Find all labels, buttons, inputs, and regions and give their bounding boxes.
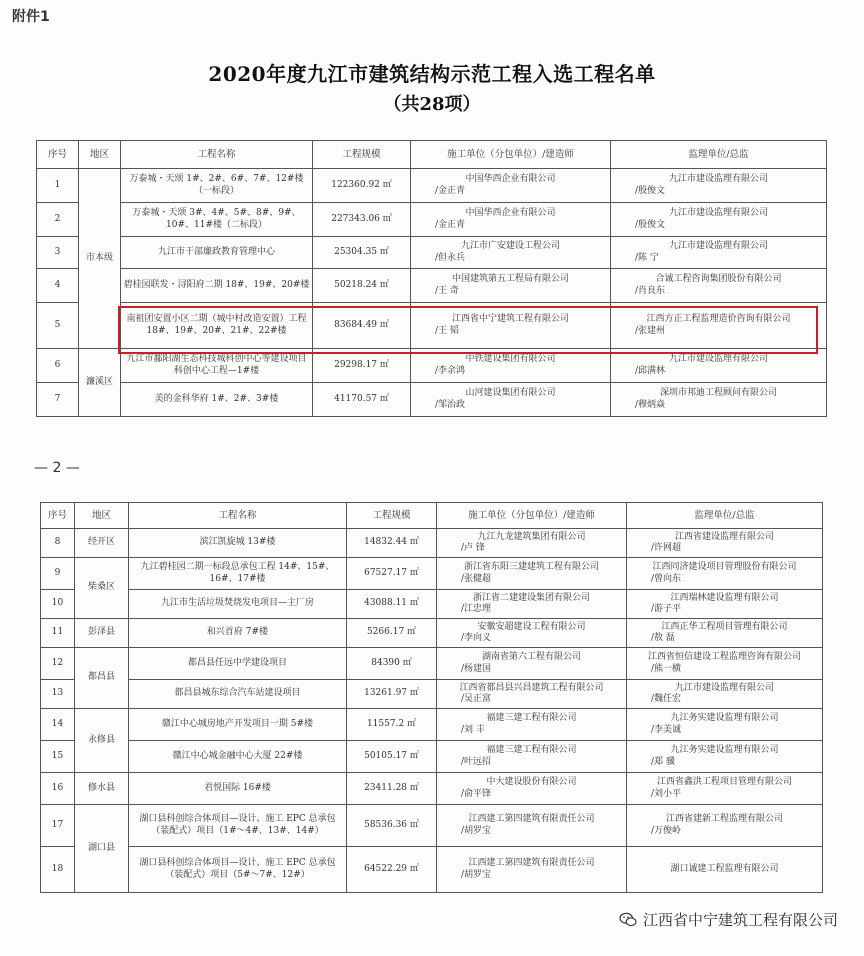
supervisor-company: 江西方正工程监理造价咨询有限公司 <box>646 314 791 325</box>
contractor-builder: /金正青 <box>435 219 466 230</box>
row-contractor <box>411 269 611 303</box>
row-project-name: 湖口县科创综合体项目—设计、施工 EPC 总承包（装配式）项目（1#～4#、13#、14#） <box>129 805 347 847</box>
row-no: 13 <box>41 680 75 709</box>
row-scale: 64522.29 ㎡ <box>347 847 437 893</box>
row-no: 12 <box>41 648 75 680</box>
header-scale: 工程规模 <box>347 503 437 529</box>
contractor-company: 浙江省二建建设集团有限公司 <box>472 592 590 603</box>
row-supervisor <box>627 680 823 709</box>
table-row <box>37 383 827 417</box>
supervisor-company: 深圳市邦迪工程顾问有限公司 <box>659 388 777 399</box>
header-no: 序号 <box>41 503 75 529</box>
row-region: 修水县 <box>75 773 129 805</box>
contractor-company: 九江九龙建筑集团有限公司 <box>477 531 586 542</box>
supervisor-director: /李美诚 <box>651 724 682 735</box>
row-contractor <box>411 237 611 269</box>
row-contractor <box>411 303 611 349</box>
row-contractor <box>437 805 627 847</box>
table-row <box>37 237 827 269</box>
row-contractor <box>437 648 627 680</box>
row-contractor <box>437 619 627 648</box>
supervisor-company: 江西省建设监理有限公司 <box>674 531 774 542</box>
table-row <box>37 269 827 303</box>
table-header-row <box>37 141 827 169</box>
row-contractor <box>411 383 611 417</box>
row-region: 濂溪区 <box>79 349 121 417</box>
row-no: 17 <box>41 805 75 847</box>
contractor-company: 中铁建设集团有限公司 <box>465 354 556 365</box>
row-contractor <box>411 349 611 383</box>
supervisor-company: 江西瑞林建设监理有限公司 <box>670 592 779 603</box>
contractor-builder: /李余鸿 <box>435 365 466 376</box>
header-scale: 工程规模 <box>313 141 411 169</box>
row-project-name: 赣江中心城金融中心大厦 22#楼 <box>129 741 347 773</box>
supervisor-director: /刘小平 <box>651 788 682 799</box>
row-supervisor <box>611 383 827 417</box>
supervisor-company: 合诚工程咨询集团股份有限公司 <box>655 274 782 285</box>
contractor-company: 江西建工第四建筑有限责任公司 <box>468 814 595 825</box>
supervisor-company: 九江市建设监理有限公司 <box>668 174 768 185</box>
row-contractor <box>437 741 627 773</box>
row-region: 湖口县 <box>75 805 129 893</box>
contractor-company: 浙江省东阳三建建筑工程有限公司 <box>463 562 599 573</box>
table-row <box>37 169 827 203</box>
header-name: 工程名称 <box>121 141 313 169</box>
supervisor-company: 江西省鑫洪工程项目管理有限公司 <box>656 777 792 788</box>
contractor-builder: /胡罗宝 <box>461 825 492 836</box>
contractor-builder: /叶远招 <box>461 756 492 767</box>
contractor-company: 中国华西企业有限公司 <box>465 174 556 185</box>
row-scale: 5266.17 ㎡ <box>347 619 437 648</box>
contractor-company: 江西建工第四建筑有限责任公司 <box>468 858 595 869</box>
contractor-company: 湖南省第六工程有限公司 <box>481 652 581 663</box>
row-no: 14 <box>41 709 75 741</box>
supervisor-director: /熊一横 <box>651 663 682 674</box>
row-region: 都昌县 <box>75 648 129 709</box>
contractor-company: 江西省中宁建筑工程有限公司 <box>451 314 569 325</box>
contractor-builder: /杨建国 <box>461 663 492 674</box>
contractor-builder: /吴正富 <box>461 694 492 704</box>
header-contractor: 施工单位（分包单位）/建造师 <box>437 503 627 529</box>
row-scale: 14832.44 ㎡ <box>347 529 437 558</box>
table-row <box>37 303 827 349</box>
supervisor-company: 九江务实建设监理有限公司 <box>670 713 779 724</box>
supervisor-company: 江西省恒信建设工程监理咨询有限公司 <box>647 652 801 663</box>
row-scale: 41170.57 ㎡ <box>313 383 411 417</box>
row-region: 彭泽县 <box>75 619 129 648</box>
attachment-label: 附件1 <box>12 9 50 25</box>
row-supervisor <box>627 741 823 773</box>
row-contractor <box>437 558 627 590</box>
row-contractor <box>437 529 627 558</box>
row-no: 7 <box>37 383 79 417</box>
supervisor-company: 九江务实建设监理有限公司 <box>670 745 779 756</box>
supervisor-director: /张建州 <box>635 325 666 336</box>
row-project-name: 九江市干部廉政教育管理中心 <box>121 237 313 269</box>
row-region: 市本级 <box>79 169 121 349</box>
contractor-company: 福建三建工程有限公司 <box>486 745 577 756</box>
contractor-builder: /王 奇 <box>435 285 459 296</box>
row-no: 15 <box>41 741 75 773</box>
row-no: 3 <box>37 237 79 269</box>
supervisor-company: 九江市建设监理有限公司 <box>674 682 774 693</box>
page-title: 2020年度九江市建筑结构示范工程入选工程名单 <box>208 62 656 86</box>
contractor-company: 中国建筑第五工程局有限公司 <box>451 274 569 285</box>
row-supervisor <box>627 619 823 648</box>
table-row <box>41 741 823 773</box>
row-contractor <box>437 680 627 709</box>
row-scale: 84390 ㎡ <box>347 648 437 680</box>
supervisor-director: /游子平 <box>651 604 682 614</box>
supervisor-director: /肖良东 <box>635 285 666 296</box>
contractor-builder: /张健超 <box>461 573 492 584</box>
row-project-name: 九江碧桂园二期一标段总承包工程 14#、15#、16#、17#楼 <box>129 558 347 590</box>
supervisor-company: 九江市建设监理有限公司 <box>668 208 768 219</box>
row-no: 5 <box>37 303 79 349</box>
row-no: 16 <box>41 773 75 805</box>
table-row <box>41 709 823 741</box>
row-project-name: 君悦国际 16#楼 <box>129 773 347 805</box>
contractor-builder: /李向义 <box>461 633 492 643</box>
supervisor-company: 江西省建新工程监理有限公司 <box>665 814 783 825</box>
header-region: 地区 <box>75 503 129 529</box>
header-contractor: 施工单位（分包单位）/建造师 <box>411 141 611 169</box>
row-supervisor <box>627 847 823 893</box>
header-region: 地区 <box>79 141 121 169</box>
contractor-builder: /王 韬 <box>435 325 459 336</box>
contractor-builder: /邹治政 <box>435 399 466 410</box>
row-no: 2 <box>37 203 79 237</box>
row-no: 18 <box>41 847 75 893</box>
supervisor-director: /陈 宁 <box>635 252 659 263</box>
row-project-name: 九江市生活垃圾焚烧发电项目—主厂房 <box>129 590 347 619</box>
row-scale: 67527.17 ㎡ <box>347 558 437 590</box>
contractor-company: 中大建设股份有限公司 <box>486 777 577 788</box>
row-scale: 50105.17 ㎡ <box>347 741 437 773</box>
contractor-company: 中国华西企业有限公司 <box>465 208 556 219</box>
row-scale: 58536.36 ㎡ <box>347 805 437 847</box>
contractor-company: 安徽安超建设工程有限公司 <box>477 621 586 632</box>
table-header-row <box>41 503 823 529</box>
contractor-builder: /胡罗宝 <box>461 869 492 880</box>
row-no: 1 <box>37 169 79 203</box>
row-scale: 83684.49 ㎡ <box>313 303 411 349</box>
row-contractor <box>437 773 627 805</box>
row-supervisor <box>627 558 823 590</box>
row-region: 永修县 <box>75 709 129 773</box>
supervisor-director: /邱满林 <box>635 365 666 376</box>
row-project-name: 都昌县任远中学建设项目 <box>129 648 347 680</box>
row-project-name: 万泰城・天颂 3#、4#、5#、8#、9#、10#、11#楼（二标段） <box>121 203 313 237</box>
contractor-company: 江西省都昌县兴昌建筑工程有限公司 <box>459 682 604 693</box>
table-row <box>37 203 827 237</box>
row-supervisor <box>611 349 827 383</box>
header-supervisor: 监理单位/总监 <box>611 141 827 169</box>
row-project-name: 和兴首府 7#楼 <box>129 619 347 648</box>
row-project-name: 碧桂园联发・浔阳府二期 18#、19#、20#楼 <box>121 269 313 303</box>
watermark <box>619 909 838 930</box>
supervisor-director: /许网超 <box>651 543 682 553</box>
supervisor-director: /万俊岭 <box>651 825 682 836</box>
supervisor-director: /魏任宏 <box>651 694 682 704</box>
supervisor-director: /敖 磊 <box>651 633 675 643</box>
header-no: 序号 <box>37 141 79 169</box>
page-number: — 2 — <box>34 460 80 476</box>
row-scale: 122360.92 ㎡ <box>313 169 411 203</box>
supervisor-company: 湖口诚建工程监理有限公司 <box>670 863 779 874</box>
table-row <box>41 805 823 847</box>
row-contractor <box>437 709 627 741</box>
row-supervisor <box>611 237 827 269</box>
row-project-name: 都昌县城东综合汽车站建设项目 <box>129 680 347 709</box>
row-no: 10 <box>41 590 75 619</box>
row-scale: 25304.35 ㎡ <box>313 237 411 269</box>
row-scale: 43088.11 ㎡ <box>347 590 437 619</box>
table-row <box>41 590 823 619</box>
row-no: 11 <box>41 619 75 648</box>
table-row <box>41 648 823 680</box>
row-scale: 11557.2 ㎡ <box>347 709 437 741</box>
supervisor-company: 江西同济建设项目管理股份有限公司 <box>652 562 797 573</box>
header-name: 工程名称 <box>129 503 347 529</box>
table-row <box>37 349 827 383</box>
table-row <box>41 619 823 648</box>
row-supervisor <box>627 709 823 741</box>
supervisor-director: /殷俊文 <box>635 185 666 196</box>
row-scale: 13261.97 ㎡ <box>347 680 437 709</box>
row-region: 柴桑区 <box>75 558 129 619</box>
row-contractor <box>411 169 611 203</box>
row-no: 4 <box>37 269 79 303</box>
contractor-builder: /但永兵 <box>435 252 466 263</box>
row-supervisor <box>611 303 827 349</box>
project-table-page1 <box>36 140 827 417</box>
wechat-icon <box>619 912 637 928</box>
row-contractor <box>437 590 627 619</box>
row-supervisor <box>627 805 823 847</box>
watermark-text: 江西省中宁建筑工程有限公司 <box>642 911 838 929</box>
table-row <box>41 680 823 709</box>
table-row <box>41 558 823 590</box>
contractor-company: 山河建设集团有限公司 <box>465 388 556 399</box>
contractor-builder: /金正青 <box>435 185 466 196</box>
row-project-name: 湖口县科创综合体项目—设计、施工 EPC 总承包（装配式）项目（5#～7#、12#） <box>129 847 347 893</box>
project-table-page2 <box>40 502 823 893</box>
row-project-name: 滨江凯旋城 13#楼 <box>129 529 347 558</box>
supervisor-director: /郑 骥 <box>651 756 675 767</box>
row-project-name: 赣江中心城房地产开发项目一期 5#楼 <box>129 709 347 741</box>
row-scale: 23411.28 ㎡ <box>347 773 437 805</box>
contractor-builder: /俞平锋 <box>461 788 492 799</box>
row-no: 8 <box>41 529 75 558</box>
row-no: 6 <box>37 349 79 383</box>
supervisor-company: 江西正华工程项目管理有限公司 <box>661 621 788 632</box>
row-supervisor <box>611 269 827 303</box>
page-subtitle: （共28项） <box>383 94 481 115</box>
row-supervisor <box>627 529 823 558</box>
row-contractor <box>411 203 611 237</box>
row-scale: 29298.17 ㎡ <box>313 349 411 383</box>
row-supervisor <box>627 648 823 680</box>
supervisor-director: /殷俊文 <box>635 219 666 230</box>
table-row <box>41 773 823 805</box>
contractor-company: 福建三建工程有限公司 <box>486 713 577 724</box>
row-contractor <box>437 847 627 893</box>
table-row <box>41 847 823 893</box>
row-project-name: 九江市鄱阳湖生态科技城科创中心等建设项目科创中心工程—1#楼 <box>121 349 313 383</box>
table-row <box>41 529 823 558</box>
row-scale: 50218.24 ㎡ <box>313 269 411 303</box>
row-supervisor <box>627 590 823 619</box>
supervisor-company: 九江市建设监理有限公司 <box>668 241 768 252</box>
row-project-name: 万泰城・天颂 1#、2#、6#、7#、12#楼（一标段） <box>121 169 313 203</box>
contractor-builder: /江忠理 <box>461 604 492 614</box>
contractor-company: 九江市广安建设工程公司 <box>460 241 560 252</box>
row-region: 经开区 <box>75 529 129 558</box>
row-supervisor <box>611 169 827 203</box>
row-scale: 227343.06 ㎡ <box>313 203 411 237</box>
row-supervisor <box>611 203 827 237</box>
row-project-name: 南祖团安置小区二期（城中村改造安置）工程 18#、19#、20#、21#、22#楼 <box>121 303 313 349</box>
contractor-builder: /刘 丰 <box>461 724 485 735</box>
row-supervisor <box>627 773 823 805</box>
supervisor-director: /曾向东 <box>651 573 682 584</box>
row-project-name: 美的金科华府 1#、2#、3#楼 <box>121 383 313 417</box>
row-no: 9 <box>41 558 75 590</box>
supervisor-director: /穆炳焱 <box>635 399 666 410</box>
supervisor-company: 九江市建设监理有限公司 <box>668 354 768 365</box>
contractor-builder: /卢 锋 <box>461 543 485 553</box>
header-supervisor: 监理单位/总监 <box>627 503 823 529</box>
